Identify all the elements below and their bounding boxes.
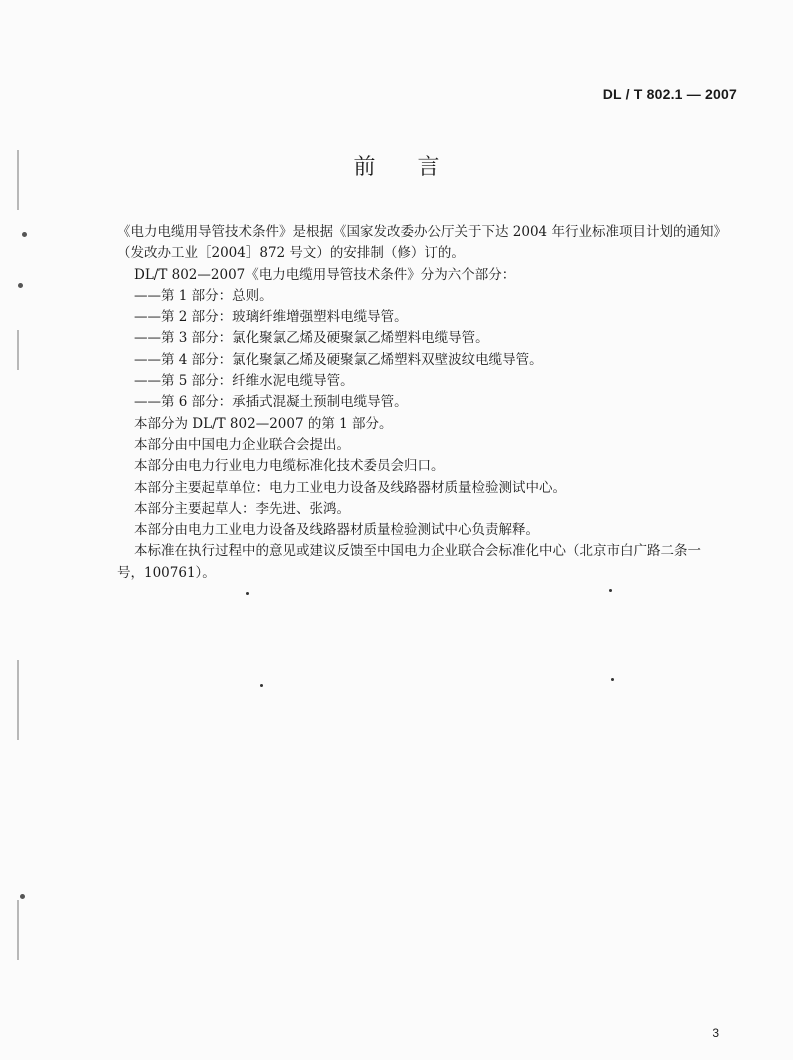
part-item: ——第 2 部分：玻璃纤维增强塑料电缆导管。 (134, 309, 408, 326)
paragraph-line: 本部分主要起草人：李先进、张鸿。 (134, 500, 350, 517)
binding-mark (17, 660, 19, 740)
punch-hole (20, 894, 25, 899)
part-item: ——第 6 部分：承插式混凝土预制电缆导管。 (134, 394, 408, 411)
part-item: ——第 5 部分：纤维水泥电缆导管。 (134, 373, 354, 390)
part-item: ——第 1 部分：总则。 (134, 287, 273, 304)
paragraph-line: 号，100761）。 (117, 564, 216, 581)
foreword-body (117, 222, 747, 584)
page-title: 前言 (353, 155, 482, 180)
paragraph-line: （发改办工业［2004］872 号文）的安排制（修）订的。 (117, 245, 465, 262)
paragraph-line: 本部分由电力行业电力电缆标准化技术委员会归口。 (134, 458, 445, 475)
binding-mark (17, 900, 19, 960)
paragraph-line: 本部分由中国电力企业联合会提出。 (134, 436, 350, 453)
paragraph-line: 《电力电缆用导管技术条件》是根据《国家发改委办公厅关于下达 2004 年行业标准项目计划的通知》 (117, 224, 727, 240)
binding-mark (17, 330, 19, 370)
paragraph-line: DL/T 802—2007《电力电缆用导管技术条件》分为六个部分： (134, 266, 516, 283)
punch-hole (22, 232, 27, 237)
scan-speck (611, 678, 614, 681)
document-code: DL / T 802.1 — 2007 (602, 86, 737, 102)
paragraph-line: 本部分为 DL/T 802—2007 的第 1 部分。 (134, 415, 393, 432)
paragraph-line: 本部分主要起草单位：电力工业电力设备及线路器材质量检验测试中心。 (134, 479, 566, 496)
scan-speck (260, 684, 263, 687)
part-item: ——第 3 部分：氯化聚氯乙烯及硬聚氯乙烯塑料电缆导管。 (134, 330, 489, 347)
paragraph-line: 本部分由电力工业电力设备及线路器材质量检验测试中心负责解释。 (134, 522, 539, 539)
paragraph-line: 本标准在执行过程中的意见或建议反馈至中国电力企业联合会标准化中心（北京市白广路二条一 (134, 543, 701, 560)
page-number: 3 (712, 1026, 719, 1040)
part-item: ——第 4 部分：氯化聚氯乙烯及硬聚氯乙烯塑料双壁波纹电缆导管。 (134, 351, 543, 368)
scan-speck (246, 592, 249, 595)
scan-speck (609, 589, 612, 592)
punch-hole (18, 283, 23, 288)
